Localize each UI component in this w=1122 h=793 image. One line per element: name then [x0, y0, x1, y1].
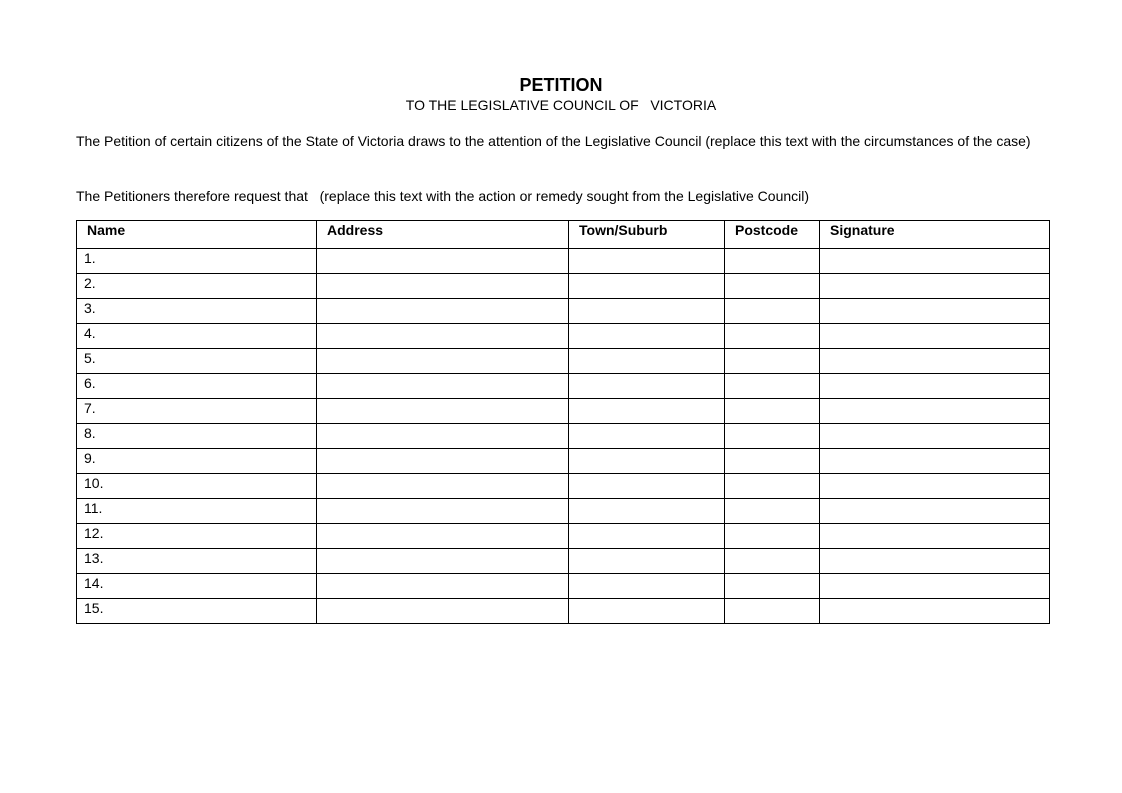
name-cell[interactable]: 2. — [77, 274, 317, 299]
signature-cell[interactable] — [820, 574, 1050, 599]
column-header-signature: Signature — [820, 221, 1050, 249]
table-body — [77, 249, 1050, 624]
table-header-row — [77, 221, 1050, 249]
table-row — [77, 424, 1050, 449]
signature-cell[interactable] — [820, 249, 1050, 274]
town-suburb-cell[interactable] — [569, 499, 725, 524]
town-suburb-cell[interactable] — [569, 274, 725, 299]
address-cell[interactable] — [317, 449, 569, 474]
name-cell[interactable]: 11. — [77, 499, 317, 524]
town-suburb-cell[interactable] — [569, 249, 725, 274]
name-cell[interactable]: 14. — [77, 574, 317, 599]
postcode-cell[interactable] — [725, 299, 820, 324]
signature-cell[interactable] — [820, 474, 1050, 499]
town-suburb-cell[interactable] — [569, 449, 725, 474]
address-cell[interactable] — [317, 474, 569, 499]
address-cell[interactable] — [317, 424, 569, 449]
postcode-cell[interactable] — [725, 449, 820, 474]
postcode-cell[interactable] — [725, 574, 820, 599]
town-suburb-cell[interactable] — [569, 349, 725, 374]
table-row — [77, 299, 1050, 324]
name-cell[interactable]: 4. — [77, 324, 317, 349]
column-header-name: Name — [77, 221, 317, 249]
table-row — [77, 449, 1050, 474]
table-row — [77, 499, 1050, 524]
name-cell[interactable]: 8. — [77, 424, 317, 449]
signature-cell[interactable] — [820, 299, 1050, 324]
signature-cell[interactable] — [820, 324, 1050, 349]
postcode-cell[interactable] — [725, 599, 820, 624]
table-row — [77, 524, 1050, 549]
address-cell[interactable] — [317, 599, 569, 624]
postcode-cell[interactable] — [725, 524, 820, 549]
address-cell[interactable] — [317, 324, 569, 349]
postcode-cell[interactable] — [725, 499, 820, 524]
address-cell[interactable] — [317, 574, 569, 599]
postcode-cell[interactable] — [725, 274, 820, 299]
name-cell[interactable]: 3. — [77, 299, 317, 324]
table-row — [77, 399, 1050, 424]
name-cell[interactable]: 13. — [77, 549, 317, 574]
address-cell[interactable] — [317, 374, 569, 399]
table-row — [77, 249, 1050, 274]
name-cell[interactable]: 6. — [77, 374, 317, 399]
town-suburb-cell[interactable] — [569, 524, 725, 549]
petition-subtitle: TO THE LEGISLATIVE COUNCIL OF VICTORIA — [405, 97, 717, 113]
postcode-cell[interactable] — [725, 424, 820, 449]
name-cell[interactable]: 9. — [77, 449, 317, 474]
postcode-cell[interactable] — [725, 549, 820, 574]
name-cell[interactable]: 12. — [77, 524, 317, 549]
column-header-postcode: Postcode — [725, 221, 820, 249]
town-suburb-cell[interactable] — [569, 549, 725, 574]
address-cell[interactable] — [317, 274, 569, 299]
address-cell[interactable] — [317, 249, 569, 274]
table-row — [77, 474, 1050, 499]
town-suburb-cell[interactable] — [569, 474, 725, 499]
address-cell[interactable] — [317, 524, 569, 549]
signature-cell[interactable] — [820, 349, 1050, 374]
town-suburb-cell[interactable] — [569, 424, 725, 449]
postcode-cell[interactable] — [725, 324, 820, 349]
town-suburb-cell[interactable] — [569, 574, 725, 599]
table-row — [77, 349, 1050, 374]
table-row — [77, 599, 1050, 624]
signature-cell[interactable] — [820, 599, 1050, 624]
signature-cell[interactable] — [820, 374, 1050, 399]
signature-cell[interactable] — [820, 549, 1050, 574]
table-row — [77, 549, 1050, 574]
column-header-town-suburb: Town/Suburb — [569, 221, 725, 249]
column-header-address: Address — [317, 221, 569, 249]
signature-table — [76, 220, 1050, 624]
postcode-cell[interactable] — [725, 474, 820, 499]
town-suburb-cell[interactable] — [569, 324, 725, 349]
signature-cell[interactable] — [820, 449, 1050, 474]
town-suburb-cell[interactable] — [569, 299, 725, 324]
table-row — [77, 274, 1050, 299]
town-suburb-cell[interactable] — [569, 399, 725, 424]
postcode-cell[interactable] — [725, 374, 820, 399]
table-row — [77, 374, 1050, 399]
table-row — [77, 574, 1050, 599]
signature-cell[interactable] — [820, 274, 1050, 299]
signature-cell[interactable] — [820, 424, 1050, 449]
name-cell[interactable]: 5. — [77, 349, 317, 374]
signature-cell[interactable] — [820, 399, 1050, 424]
petition-request-paragraph: The Petitioners therefore request that (replace this text with the action or remedy sought from the Legislative Council) — [76, 188, 810, 204]
address-cell[interactable] — [317, 299, 569, 324]
postcode-cell[interactable] — [725, 349, 820, 374]
address-cell[interactable] — [317, 399, 569, 424]
table-row — [77, 324, 1050, 349]
signature-cell[interactable] — [820, 499, 1050, 524]
name-cell[interactable]: 10. — [77, 474, 317, 499]
petition-title: PETITION — [519, 75, 603, 95]
address-cell[interactable] — [317, 549, 569, 574]
name-cell[interactable]: 7. — [77, 399, 317, 424]
name-cell[interactable]: 1. — [77, 249, 317, 274]
address-cell[interactable] — [317, 349, 569, 374]
postcode-cell[interactable] — [725, 249, 820, 274]
address-cell[interactable] — [317, 499, 569, 524]
town-suburb-cell[interactable] — [569, 599, 725, 624]
signature-cell[interactable] — [820, 524, 1050, 549]
town-suburb-cell[interactable] — [569, 374, 725, 399]
petition-intro-paragraph: The Petition of certain citizens of the State of Victoria draws to the attention of the Legislative Council (replace this text with the circumstances of the case) — [76, 133, 1031, 149]
postcode-cell[interactable] — [725, 399, 820, 424]
name-cell[interactable]: 15. — [77, 599, 317, 624]
